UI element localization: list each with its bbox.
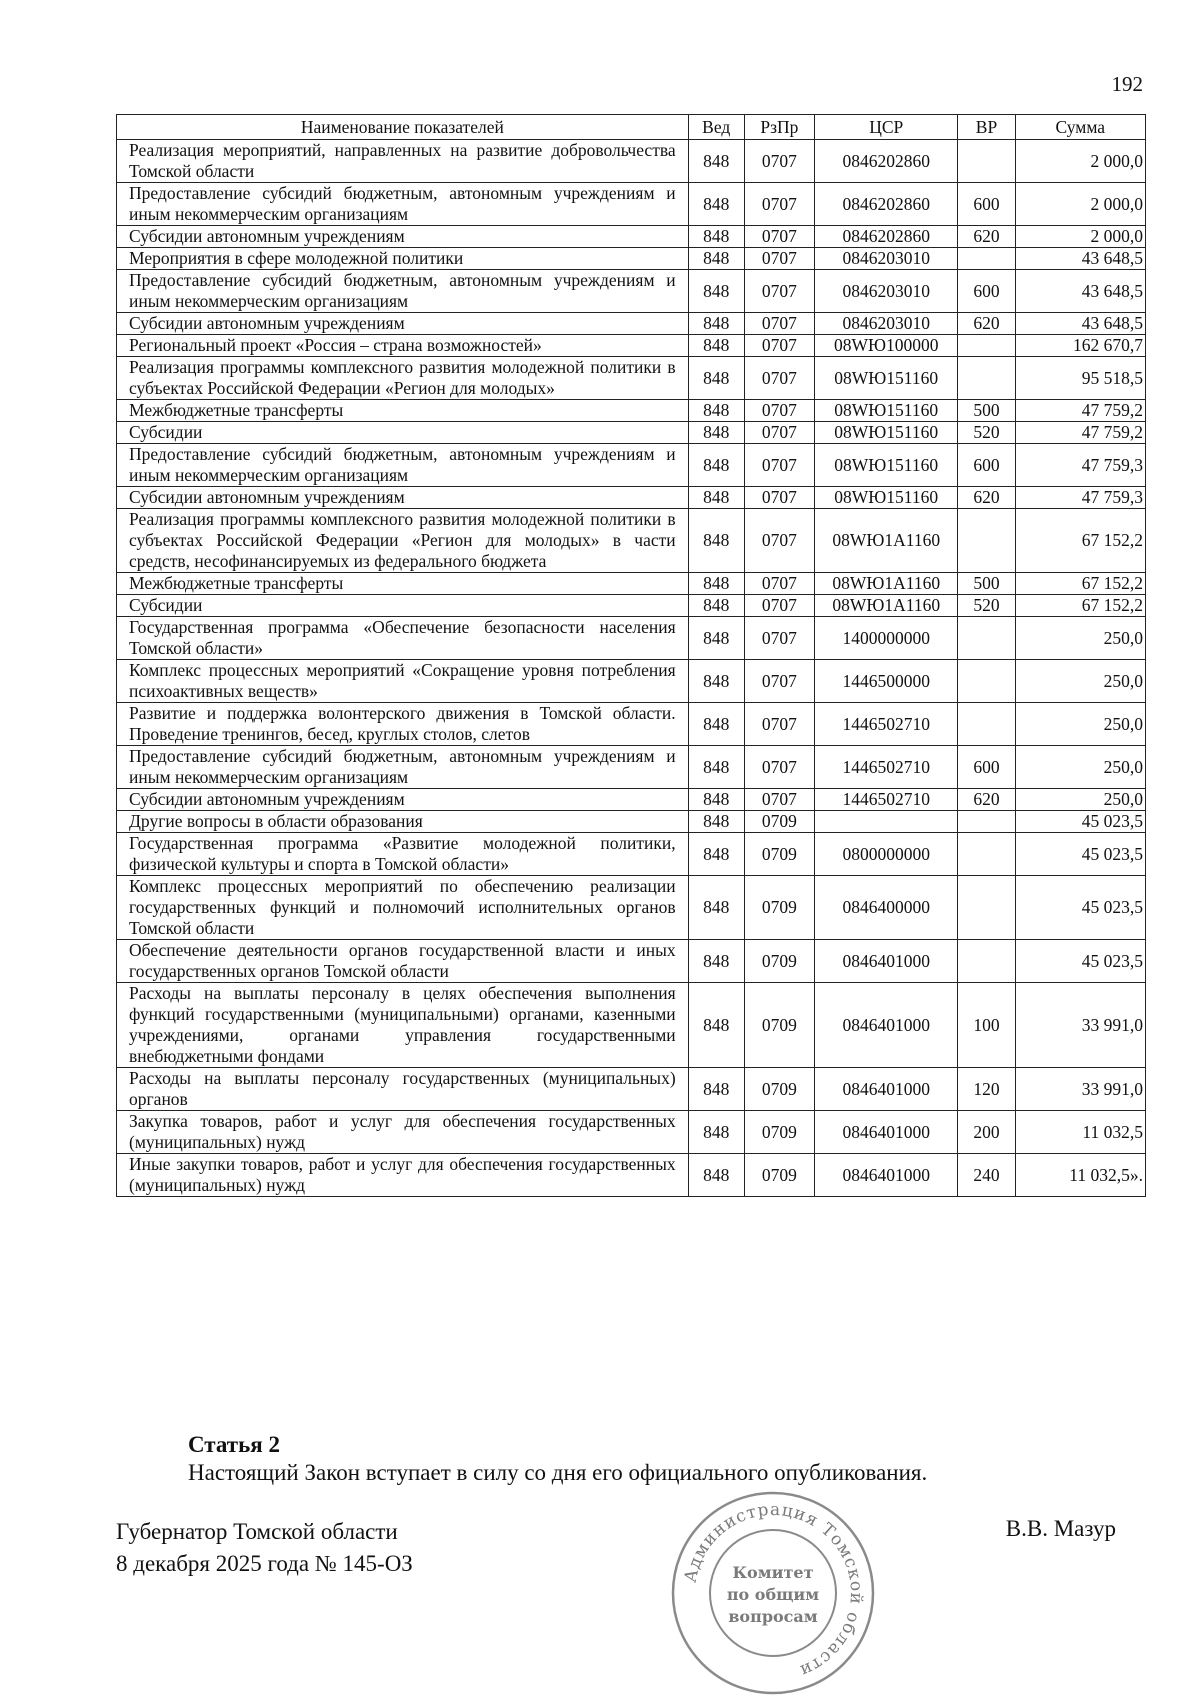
cell-ved: 848 (688, 313, 744, 335)
cell-ved: 848 (688, 248, 744, 270)
cell-name: Комплекс процессных мероприятий «Сокращение уровня потребления психоактивных веществ» (117, 660, 689, 703)
cell-sum: 33 991,0 (1015, 983, 1145, 1068)
cell-csr: 1400000000 (815, 617, 958, 660)
cell-csr: 1446502710 (815, 746, 958, 789)
cell-ved: 848 (688, 226, 744, 248)
cell-vr: 500 (958, 573, 1015, 595)
cell-csr: 0846203010 (815, 248, 958, 270)
table-row (117, 595, 1146, 617)
cell-vr: 240 (958, 1154, 1015, 1197)
cell-name: Предоставление субсидий бюджетным, автономным учреждениям и иным некоммерческим организациям (117, 444, 689, 487)
cell-vr (958, 703, 1015, 746)
cell-sum: 47 759,3 (1015, 487, 1145, 509)
table-row (117, 357, 1146, 400)
stamp-line-1: Комитет (732, 1563, 814, 1582)
cell-sum: 47 759,2 (1015, 400, 1145, 422)
cell-csr: 08WЮ151160 (815, 400, 958, 422)
table-row (117, 270, 1146, 313)
cell-csr: 08WЮ151160 (815, 487, 958, 509)
cell-ved: 848 (688, 335, 744, 357)
cell-rzpr: 0709 (744, 811, 814, 833)
cell-sum: 67 152,2 (1015, 573, 1145, 595)
cell-name: Предоставление субсидий бюджетным, автономным учреждениям и иным некоммерческим организациям (117, 183, 689, 226)
table-row (117, 746, 1146, 789)
cell-vr (958, 357, 1015, 400)
cell-sum: 43 648,5 (1015, 270, 1145, 313)
table-row (117, 573, 1146, 595)
cell-vr (958, 335, 1015, 357)
cell-csr: 08WЮ1A1160 (815, 573, 958, 595)
cell-rzpr: 0709 (744, 876, 814, 940)
cell-vr: 500 (958, 400, 1015, 422)
stamp-ring-text: Администрация Томской области (680, 1499, 867, 1681)
cell-vr (958, 617, 1015, 660)
cell-rzpr: 0707 (744, 248, 814, 270)
cell-rzpr: 0707 (744, 400, 814, 422)
table-row (117, 876, 1146, 940)
cell-rzpr: 0707 (744, 660, 814, 703)
table-row (117, 226, 1146, 248)
cell-vr (958, 940, 1015, 983)
signature-date-line: 8 декабря 2025 года № 145-ОЗ (116, 1551, 413, 1576)
cell-sum: 250,0 (1015, 660, 1145, 703)
cell-rzpr: 0709 (744, 1068, 814, 1111)
cell-name: Расходы на выплаты персоналу в целях обеспечения выполнения функций государственными (муниципальными) органами, казенными учреждениями, органами управления государственными внебюджетными фондами (117, 983, 689, 1068)
cell-vr: 620 (958, 313, 1015, 335)
cell-name: Иные закупки товаров, работ и услуг для обеспечения государственных (муниципальных) нужд (117, 1154, 689, 1197)
cell-name: Другие вопросы в области образования (117, 811, 689, 833)
cell-ved: 848 (688, 617, 744, 660)
stamp-line-3: вопросам (728, 1607, 818, 1626)
cell-rzpr: 0707 (744, 183, 814, 226)
signature-position: Губернатор Томской области (116, 1519, 398, 1544)
cell-name: Обеспечение деятельности органов государственной власти и иных государственных органов Томской области (117, 940, 689, 983)
table-row (117, 335, 1146, 357)
cell-csr: 0846202860 (815, 183, 958, 226)
header-sum: Сумма (1015, 115, 1145, 140)
cell-name: Государственная программа «Развитие молодежной политики, физической культуры и спорта в Томской области» (117, 833, 689, 876)
cell-name: Межбюджетные трансферты (117, 573, 689, 595)
cell-vr: 600 (958, 183, 1015, 226)
page-number: 192 (1111, 72, 1143, 96)
cell-sum: 250,0 (1015, 746, 1145, 789)
article-text: Настоящий Закон вступает в силу со дня его официального опубликования. (188, 1460, 928, 1485)
cell-ved: 848 (688, 811, 744, 833)
cell-vr: 120 (958, 1068, 1015, 1111)
cell-sum: 43 648,5 (1015, 248, 1145, 270)
cell-csr (815, 811, 958, 833)
cell-sum: 67 152,2 (1015, 509, 1145, 573)
cell-csr: 08WЮ151160 (815, 422, 958, 444)
table-row (117, 703, 1146, 746)
budget-table (116, 114, 1146, 1197)
cell-vr: 620 (958, 789, 1015, 811)
cell-rzpr: 0707 (744, 703, 814, 746)
cell-ved: 848 (688, 270, 744, 313)
cell-sum: 47 759,3 (1015, 444, 1145, 487)
cell-rzpr: 0707 (744, 140, 814, 183)
cell-ved: 848 (688, 789, 744, 811)
cell-rzpr: 0707 (744, 789, 814, 811)
table-row (117, 444, 1146, 487)
cell-csr: 0846401000 (815, 1111, 958, 1154)
cell-sum: 162 670,7 (1015, 335, 1145, 357)
cell-vr: 620 (958, 226, 1015, 248)
table-row (117, 509, 1146, 573)
table-row (117, 940, 1146, 983)
cell-vr (958, 833, 1015, 876)
article-title: Статья 2 (188, 1432, 280, 1457)
cell-name: Комплекс процессных мероприятий по обеспечению реализации государственных функций и полномочий исполнительных органов Томской области (117, 876, 689, 940)
cell-rzpr: 0707 (744, 444, 814, 487)
signature-block (116, 1516, 413, 1580)
cell-ved: 848 (688, 444, 744, 487)
cell-vr (958, 660, 1015, 703)
cell-rzpr: 0709 (744, 1111, 814, 1154)
cell-ved: 848 (688, 357, 744, 400)
cell-ved: 848 (688, 746, 744, 789)
cell-csr: 08WЮ100000 (815, 335, 958, 357)
cell-ved: 848 (688, 487, 744, 509)
cell-rzpr: 0707 (744, 422, 814, 444)
cell-csr: 08WЮ151160 (815, 444, 958, 487)
cell-rzpr: 0709 (744, 1154, 814, 1197)
cell-sum: 45 023,5 (1015, 940, 1145, 983)
cell-vr: 600 (958, 270, 1015, 313)
cell-ved: 848 (688, 140, 744, 183)
cell-name: Реализация мероприятий, направленных на развитие добровольчества Томской области (117, 140, 689, 183)
cell-sum: 2 000,0 (1015, 226, 1145, 248)
cell-sum: 250,0 (1015, 617, 1145, 660)
cell-vr (958, 248, 1015, 270)
cell-vr: 520 (958, 595, 1015, 617)
cell-vr (958, 140, 1015, 183)
cell-vr: 620 (958, 487, 1015, 509)
cell-csr: 0846400000 (815, 876, 958, 940)
cell-csr: 0846401000 (815, 983, 958, 1068)
header-ved: Вед (688, 115, 744, 140)
cell-sum: 250,0 (1015, 703, 1145, 746)
cell-sum: 43 648,5 (1015, 313, 1145, 335)
cell-sum: 45 023,5 (1015, 833, 1145, 876)
cell-ved: 848 (688, 940, 744, 983)
cell-sum: 2 000,0 (1015, 140, 1145, 183)
cell-csr: 08WЮ1A1160 (815, 509, 958, 573)
header-vr: ВР (958, 115, 1015, 140)
cell-name: Субсидии (117, 595, 689, 617)
cell-name: Развитие и поддержка волонтерского движения в Томской области. Проведение тренингов, бесед, круглых столов, слетов (117, 703, 689, 746)
cell-name: Реализация программы комплексного развития молодежной политики в субъектах Российской Федерации «Регион для молодых» в части средств, несофинансируемых из федерального бюджета (117, 509, 689, 573)
cell-vr: 600 (958, 444, 1015, 487)
cell-rzpr: 0709 (744, 833, 814, 876)
cell-vr (958, 876, 1015, 940)
cell-name: Предоставление субсидий бюджетным, автономным учреждениям и иным некоммерческим организациям (117, 746, 689, 789)
cell-ved: 848 (688, 509, 744, 573)
table-row (117, 183, 1146, 226)
cell-sum: 45 023,5 (1015, 876, 1145, 940)
table-row (117, 400, 1146, 422)
cell-rzpr: 0707 (744, 573, 814, 595)
cell-sum: 47 759,2 (1015, 422, 1145, 444)
cell-rzpr: 0707 (744, 595, 814, 617)
table-row (117, 811, 1146, 833)
cell-csr: 08WЮ1A1160 (815, 595, 958, 617)
header-name: Наименование показателей (117, 115, 689, 140)
cell-csr: 0846202860 (815, 140, 958, 183)
cell-rzpr: 0707 (744, 313, 814, 335)
cell-vr: 600 (958, 746, 1015, 789)
cell-name: Расходы на выплаты персоналу государственных (муниципальных) органов (117, 1068, 689, 1111)
cell-ved: 848 (688, 573, 744, 595)
table-row (117, 487, 1146, 509)
cell-sum: 67 152,2 (1015, 595, 1145, 617)
cell-ved: 848 (688, 1068, 744, 1111)
cell-csr: 0846401000 (815, 940, 958, 983)
table-row (117, 140, 1146, 183)
cell-name: Субсидии автономным учреждениям (117, 789, 689, 811)
table-row (117, 1111, 1146, 1154)
cell-csr: 0846401000 (815, 1154, 958, 1197)
cell-name: Субсидии автономным учреждениям (117, 487, 689, 509)
cell-ved: 848 (688, 703, 744, 746)
cell-csr: 0846202860 (815, 226, 958, 248)
cell-name: Мероприятия в сфере молодежной политики (117, 248, 689, 270)
cell-csr: 08WЮ151160 (815, 357, 958, 400)
cell-rzpr: 0707 (744, 617, 814, 660)
cell-name: Реализация программы комплексного развития молодежной политики в субъектах Российской Федерации «Регион для молодых» (117, 357, 689, 400)
table-row (117, 1154, 1146, 1197)
cell-sum: 33 991,0 (1015, 1068, 1145, 1111)
stamp-line-2: по общим (726, 1585, 820, 1604)
cell-name: Субсидии автономным учреждениям (117, 313, 689, 335)
cell-name: Государственная программа «Обеспечение безопасности населения Томской области» (117, 617, 689, 660)
cell-rzpr: 0707 (744, 270, 814, 313)
cell-csr: 0846203010 (815, 313, 958, 335)
cell-name: Закупка товаров, работ и услуг для обеспечения государственных (муниципальных) нужд (117, 1111, 689, 1154)
cell-vr: 200 (958, 1111, 1015, 1154)
cell-ved: 848 (688, 833, 744, 876)
cell-vr (958, 509, 1015, 573)
cell-vr: 520 (958, 422, 1015, 444)
cell-sum: 95 518,5 (1015, 357, 1145, 400)
table-row (117, 833, 1146, 876)
cell-name: Предоставление субсидий бюджетным, автономным учреждениям и иным некоммерческим организациям (117, 270, 689, 313)
cell-sum: 11 032,5 (1015, 1111, 1145, 1154)
cell-rzpr: 0707 (744, 746, 814, 789)
cell-rzpr: 0707 (744, 226, 814, 248)
table-row (117, 248, 1146, 270)
article-section (188, 1432, 927, 1486)
cell-name: Межбюджетные трансферты (117, 400, 689, 422)
cell-rzpr: 0707 (744, 357, 814, 400)
cell-csr: 0846203010 (815, 270, 958, 313)
cell-rzpr: 0707 (744, 335, 814, 357)
signature-name: В.В. Мазур (1005, 1516, 1116, 1541)
table-row (117, 983, 1146, 1068)
cell-ved: 848 (688, 660, 744, 703)
cell-rzpr: 0709 (744, 940, 814, 983)
cell-ved: 848 (688, 183, 744, 226)
official-stamp (668, 1488, 878, 1698)
cell-sum: 2 000,0 (1015, 183, 1145, 226)
header-rzpr: РзПр (744, 115, 814, 140)
cell-rzpr: 0707 (744, 487, 814, 509)
table-row (117, 789, 1146, 811)
cell-csr: 1446502710 (815, 789, 958, 811)
cell-ved: 848 (688, 1154, 744, 1197)
cell-sum: 11 032,5». (1015, 1154, 1145, 1197)
cell-ved: 848 (688, 422, 744, 444)
table-row (117, 617, 1146, 660)
header-csr: ЦСР (815, 115, 958, 140)
table-row (117, 1068, 1146, 1111)
cell-csr: 0800000000 (815, 833, 958, 876)
cell-ved: 848 (688, 1111, 744, 1154)
cell-sum: 250,0 (1015, 789, 1145, 811)
table-row (117, 660, 1146, 703)
table-row (117, 422, 1146, 444)
cell-ved: 848 (688, 595, 744, 617)
cell-csr: 1446502710 (815, 703, 958, 746)
cell-name: Субсидии автономным учреждениям (117, 226, 689, 248)
cell-ved: 848 (688, 876, 744, 940)
cell-ved: 848 (688, 400, 744, 422)
cell-rzpr: 0707 (744, 509, 814, 573)
cell-csr: 1446500000 (815, 660, 958, 703)
cell-rzpr: 0709 (744, 983, 814, 1068)
cell-vr (958, 811, 1015, 833)
cell-csr: 0846401000 (815, 1068, 958, 1111)
table-row (117, 313, 1146, 335)
cell-name: Региональный проект «Россия – страна возможностей» (117, 335, 689, 357)
cell-vr: 100 (958, 983, 1015, 1068)
cell-ved: 848 (688, 983, 744, 1068)
cell-name: Субсидии (117, 422, 689, 444)
table-body (117, 140, 1146, 1197)
table-header-row (117, 115, 1146, 140)
cell-sum: 45 023,5 (1015, 811, 1145, 833)
